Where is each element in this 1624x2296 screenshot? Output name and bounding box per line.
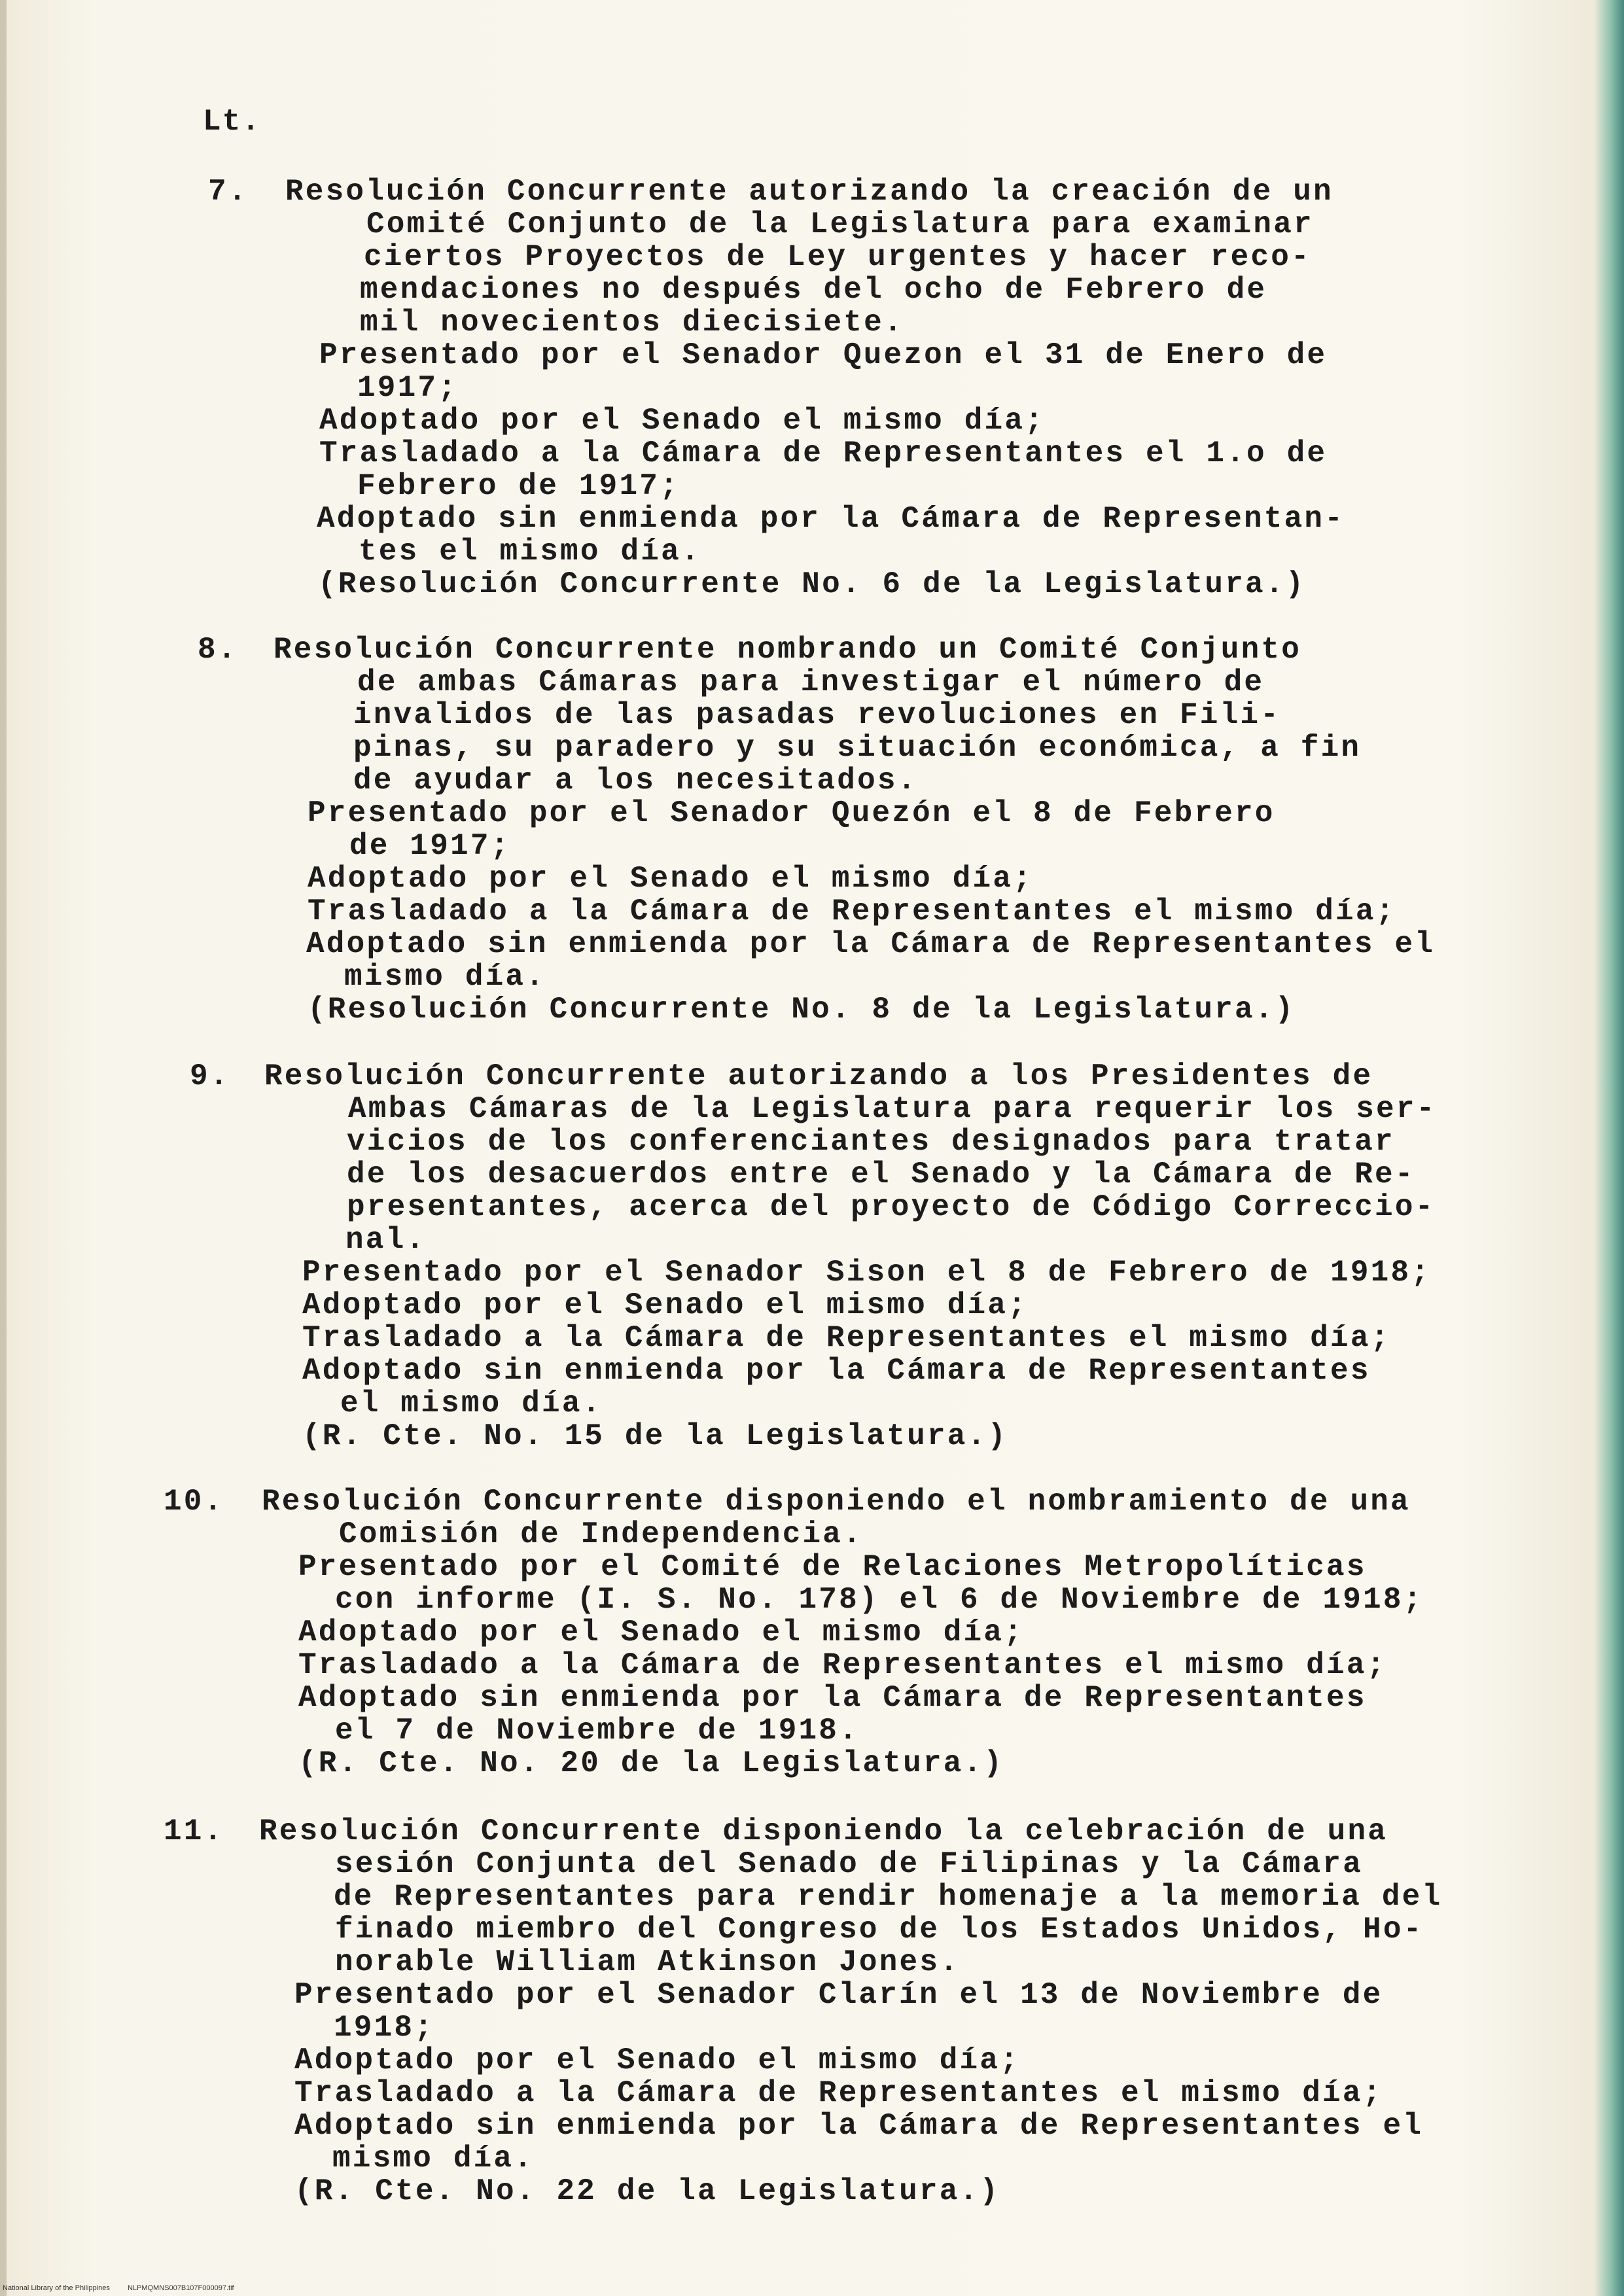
resolution-text-line: Adoptado sin enmienda por la Cámara de Representantes [302, 1354, 1371, 1388]
resolution-text-line: Presentado por el Senador Quezón el 8 de Febrero [308, 796, 1275, 830]
resolution-text-line: nal. [345, 1223, 427, 1257]
resolution-text-line: Presentado por el Comité de Relaciones Metropolíticas [298, 1550, 1367, 1584]
resolution-text-line: (R. Cte. No. 15 de la Legislatura.) [302, 1419, 1008, 1453]
resolution-number: 9. [190, 1059, 230, 1093]
resolution-text-line: Adoptado por el Senado el mismo día; [319, 404, 1045, 438]
resolution-text-line: Adoptado sin enmienda por la Cámara de Representan- [317, 502, 1345, 536]
resolution-text-line: Ambas Cámaras de la Legislatura para requerir los ser- [348, 1092, 1437, 1126]
resolution-title-line: Resolución Concurrente nombrando un Comité Conjunto [274, 633, 1302, 667]
resolution-text-line: mismo día. [332, 2142, 535, 2176]
resolution-text-line: el 7 de Noviembre de 1918. [335, 1714, 859, 1748]
scan-footer [3, 2284, 250, 2292]
file-id: NLPMQMNS007B107F000097.tif [127, 2284, 234, 2292]
resolution-text-line: Febrero de 1917; [357, 469, 680, 503]
resolution-text-line: (Resolución Concurrente No. 8 de la Legislatura.) [308, 993, 1296, 1027]
resolution-number: 10. [164, 1485, 224, 1519]
resolution-text-line: Trasladado a la Cámara de Representantes el mismo día; [298, 1648, 1387, 1682]
resolution-text-line: (R. Cte. No. 22 de la Legislatura.) [294, 2174, 1000, 2208]
resolution-text-line: mil novecientos diecisiete. [360, 306, 904, 340]
resolution-number: 8. [198, 633, 238, 667]
resolution-text-line: de 1917; [349, 829, 511, 863]
resolution-title-line: Resolución Concurrente autorizando a los Presidentes de [264, 1059, 1373, 1093]
resolution-text-line: Adoptado sin enmienda por la Cámara de Representantes [298, 1681, 1367, 1715]
resolution-text-line: Comisión de Independencia. [339, 1517, 863, 1551]
resolution-title-line: Resolución Concurrente disponiendo la celebración de una [259, 1814, 1388, 1848]
resolution-text-line: Adoptado por el Senado el mismo día; [302, 1288, 1028, 1322]
resolution-text-line: (R. Cte. No. 20 de la Legislatura.) [298, 1746, 1004, 1780]
resolution-text-line: el mismo día. [340, 1386, 603, 1421]
resolution-text-line: Adoptado sin enmienda por la Cámara de Representantes el [306, 927, 1436, 961]
resolution-text-line: Trasladado a la Cámara de Representantes el 1.o de [319, 436, 1328, 470]
page-left-edge [0, 0, 7, 2296]
resolution-text-line: Comité Conjunto de la Legislatura para examinar [366, 207, 1314, 241]
resolution-text-line: sesión Conjunta del Senado de Filipinas y la Cámara [335, 1847, 1364, 1881]
resolution-text-line: mendaciones no después del ocho de Febrero de [360, 273, 1267, 307]
page-right-edge [1594, 0, 1624, 2296]
resolution-text-line: (Resolución Concurrente No. 6 de la Legislatura.) [318, 567, 1306, 601]
resolution-text-line: pinas, su paradero y su situación económica, a fin [353, 731, 1362, 765]
resolution-text-line: Trasladado a la Cámara de Representantes el mismo día; [302, 1321, 1391, 1355]
resolution-text-line: Presentado por el Senador Clarín el 13 de Noviembre de [294, 1978, 1383, 2012]
resolution-text-line: invalidos de las pasadas revoluciones en Fili- [353, 698, 1281, 732]
resolution-text-line: tes el mismo día. [359, 535, 701, 569]
resolution-text-line: 1918; [334, 2011, 435, 2045]
resolution-title-line: Resolución Concurrente autorizando la creación de un [285, 175, 1333, 209]
resolution-text-line: de ayudar a los necesitados. [353, 764, 918, 798]
resolution-text-line: presentantes, acerca del proyecto de Código Correccio- [347, 1190, 1436, 1224]
resolution-text-line: finado miembro del Congreso de los Estados Unidos, Ho- [335, 1913, 1424, 1947]
resolution-number: 7. [208, 175, 249, 209]
resolution-text-line: Trasladado a la Cámara de Representantes el mismo día; [294, 2076, 1383, 2110]
resolution-text-line: Adoptado por el Senado el mismo día; [308, 862, 1033, 896]
resolution-text-line: Adoptado sin enmienda por la Cámara de Representantes el [294, 2109, 1424, 2143]
page-header: Lt. [203, 105, 261, 139]
resolution-text-line: norable William Atkinson Jones. [335, 1945, 960, 1979]
resolution-number: 11. [164, 1814, 224, 1848]
resolution-text-line: de los desacuerdos entre el Senado y la Cámara de Re- [347, 1157, 1415, 1192]
resolution-text-line: Presentado por el Senador Sison el 8 de Febrero de 1918; [302, 1256, 1432, 1290]
resolution-text-line: con informe (I. S. No. 178) el 6 de Noviembre de 1918; [335, 1583, 1424, 1617]
resolution-text-line: Adoptado por el Senado el mismo día; [294, 2043, 1020, 2077]
resolution-text-line: Trasladado a la Cámara de Representantes el mismo día; [308, 894, 1396, 928]
resolution-text-line: mismo día. [344, 960, 546, 994]
library-name: National Library of the Philippines [3, 2284, 110, 2292]
resolution-title-line: Resolución Concurrente disponiendo el nombramiento de una [262, 1485, 1411, 1519]
resolution-text-line: de ambas Cámaras para investigar el número de [357, 665, 1265, 699]
resolution-text-line: 1917; [357, 371, 459, 405]
resolution-text-line: vicios de los conferenciantes designados para tratar [347, 1125, 1395, 1159]
resolution-text-line: de Representantes para rendir homenaje a la memoria del [334, 1880, 1443, 1914]
resolution-text-line: ciertos Proyectos de Ley urgentes y hacer reco- [364, 240, 1311, 274]
resolution-text-line: Adoptado por el Senado el mismo día; [298, 1616, 1024, 1650]
resolution-text-line: Presentado por el Senador Quezon el 31 de Enero de [319, 338, 1328, 372]
